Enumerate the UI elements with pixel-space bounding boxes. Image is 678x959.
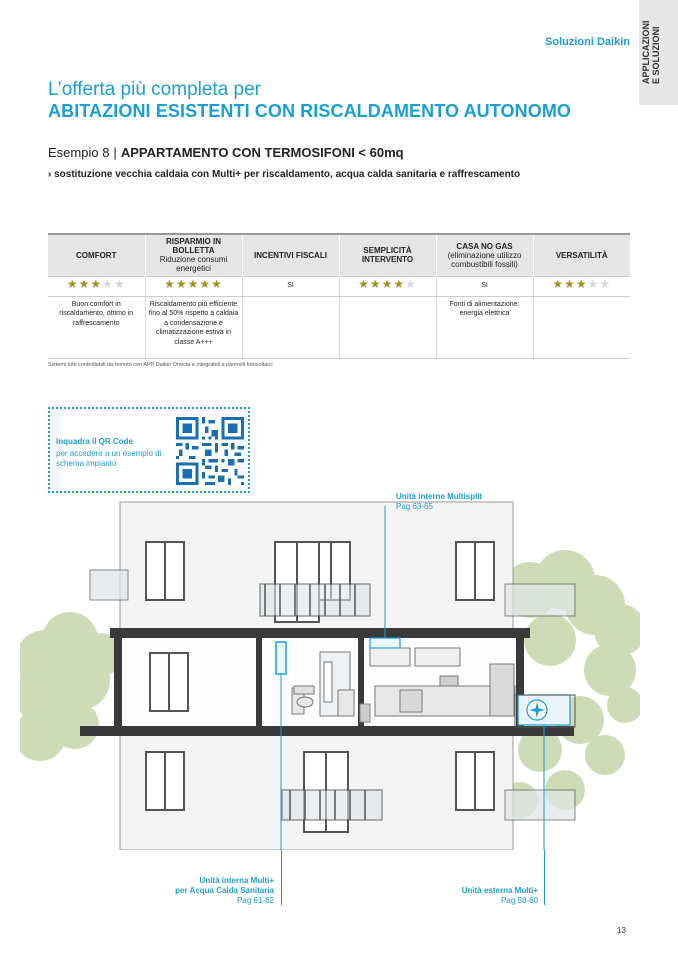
building-illustration	[20, 490, 640, 850]
rating-incentivi: SI	[242, 276, 339, 296]
star-rating	[552, 277, 612, 292]
example-subtitle: › sostituzione vecchia caldaia con Multi+ per riscaldamento, acqua calda sanitaria e raffrescamento	[48, 169, 521, 180]
star-filled-icon: ★	[175, 277, 188, 292]
example-separator: |	[113, 145, 117, 160]
callout-acs-title-2: per Acqua Calda Sanitaria	[175, 886, 274, 895]
table-note: Sistemi tutti controllabili da remoto con APP Daikin Onecta e integrabili a pannelli fotovoltaici	[48, 362, 273, 368]
star-empty-icon: ★	[587, 277, 600, 292]
header-casa-no-gas-sub: (eliminazione utilizzo combustibili fossili)	[447, 250, 522, 269]
callout-multisplit	[396, 492, 482, 512]
star-filled-icon: ★	[66, 277, 79, 292]
table-rating-row	[48, 276, 630, 296]
qr-title: Inquadra il QR Code	[56, 437, 133, 446]
star-filled-icon: ★	[199, 277, 212, 292]
callout-external-page: Pag 58-60	[501, 896, 538, 905]
header-semplicita: SEMPLICITÀ INTERVENTO	[339, 234, 436, 276]
qr-code-icon[interactable]	[176, 417, 244, 485]
star-empty-icon: ★	[405, 277, 417, 292]
qr-text: per accedere a un esempio di schema impianto	[56, 449, 162, 468]
page-title-light: L’offerta più completa per	[48, 79, 262, 100]
qr-callout-box	[48, 407, 250, 493]
star-filled-icon: ★	[78, 277, 91, 292]
desc-risparmio: Riscaldamento più efficiente fino al 50% rispetto a caldaia a condensazione e climatizzazione estiva in classe A+++	[145, 296, 242, 358]
example-label: Esempio 8	[48, 145, 110, 160]
callout-acs	[160, 876, 274, 906]
example-heading	[48, 145, 404, 160]
star-filled-icon: ★	[369, 277, 382, 292]
star-filled-icon: ★	[90, 277, 103, 292]
desc-comfort: Buon comfort in riscaldamento, ottimo in raffrescamento	[48, 296, 145, 358]
side-tab-line-1: APPLICAZIONI	[641, 20, 651, 84]
header-risparmio-sub: Riduzione consumi energetici	[159, 255, 228, 274]
callout-acs-page: Pag 61-62	[237, 896, 274, 905]
header-comfort: COMFORT	[48, 234, 145, 276]
callout-multisplit-page: Pag 63-65	[396, 502, 433, 511]
table-description-row	[48, 296, 630, 358]
star-filled-icon: ★	[393, 277, 406, 292]
star-filled-icon: ★	[164, 277, 176, 292]
desc-versatilita	[533, 296, 630, 358]
star-filled-icon: ★	[381, 277, 394, 292]
leader-acs-extension	[281, 850, 282, 905]
brand-label: Soluzioni Daikin	[545, 36, 630, 48]
star-filled-icon: ★	[552, 277, 565, 292]
page-number: 13	[617, 926, 626, 935]
star-filled-icon: ★	[211, 277, 223, 292]
page-title-bold: ABITAZIONI ESISTENTI CON RISCALDAMENTO AUTONOMO	[48, 101, 572, 121]
rating-semplicita	[339, 276, 436, 296]
left-room-window	[150, 653, 188, 711]
tree-left	[20, 612, 122, 761]
star-empty-icon: ★	[599, 277, 612, 292]
rating-versatilita	[533, 276, 630, 296]
outdoor-unit	[518, 695, 570, 725]
lower-balcony-rail	[282, 790, 382, 820]
example-name: APPARTAMENTO CON TERMOSIFONI < 60mq	[120, 145, 404, 160]
callout-multisplit-title: Unità interne Multisplit	[396, 492, 483, 501]
header-casa-no-gas: CASA NO GAS (eliminazione utilizzo combustibili fossili)	[436, 234, 533, 276]
star-filled-icon: ★	[575, 277, 588, 292]
leader-external-extension	[544, 850, 545, 905]
rating-risparmio	[145, 276, 242, 296]
rating-comfort	[48, 276, 145, 296]
star-empty-icon: ★	[102, 277, 114, 292]
indoor-unit	[370, 638, 400, 648]
star-filled-icon: ★	[564, 277, 576, 292]
star-rating	[164, 277, 223, 292]
desc-semplicita	[339, 296, 436, 358]
slab-bottom	[80, 726, 574, 736]
header-risparmio: RISPARMIO IN BOLLETTA Riduzione consumi energetici	[145, 234, 242, 276]
header-versatilita: VERSATILITÀ	[533, 234, 630, 276]
star-rating	[358, 277, 417, 292]
header-incentivi: INCENTIVI FISCALI	[242, 234, 339, 276]
star-filled-icon: ★	[187, 277, 200, 292]
upper-balcony-rail	[260, 584, 370, 616]
section-side-tab	[639, 0, 678, 105]
desc-incentivi	[242, 296, 339, 358]
slab-top	[110, 628, 530, 638]
side-tab-line-2: E SOLUZIONI	[651, 26, 661, 84]
star-rating	[66, 277, 126, 292]
desc-casa-no-gas: Fonti di alimentazione: energia elettrica	[436, 296, 533, 358]
callout-external-title: Unità esterna Multi+	[461, 886, 538, 895]
star-filled-icon: ★	[358, 277, 370, 292]
features-table	[48, 233, 630, 359]
rating-casa-no-gas: SI	[436, 276, 533, 296]
callout-external	[430, 886, 538, 906]
callout-acs-title-1: Unità interna Multi+	[199, 876, 274, 885]
star-empty-icon: ★	[113, 277, 126, 292]
side-tab-label	[641, 4, 661, 84]
table-header-row	[48, 234, 630, 276]
